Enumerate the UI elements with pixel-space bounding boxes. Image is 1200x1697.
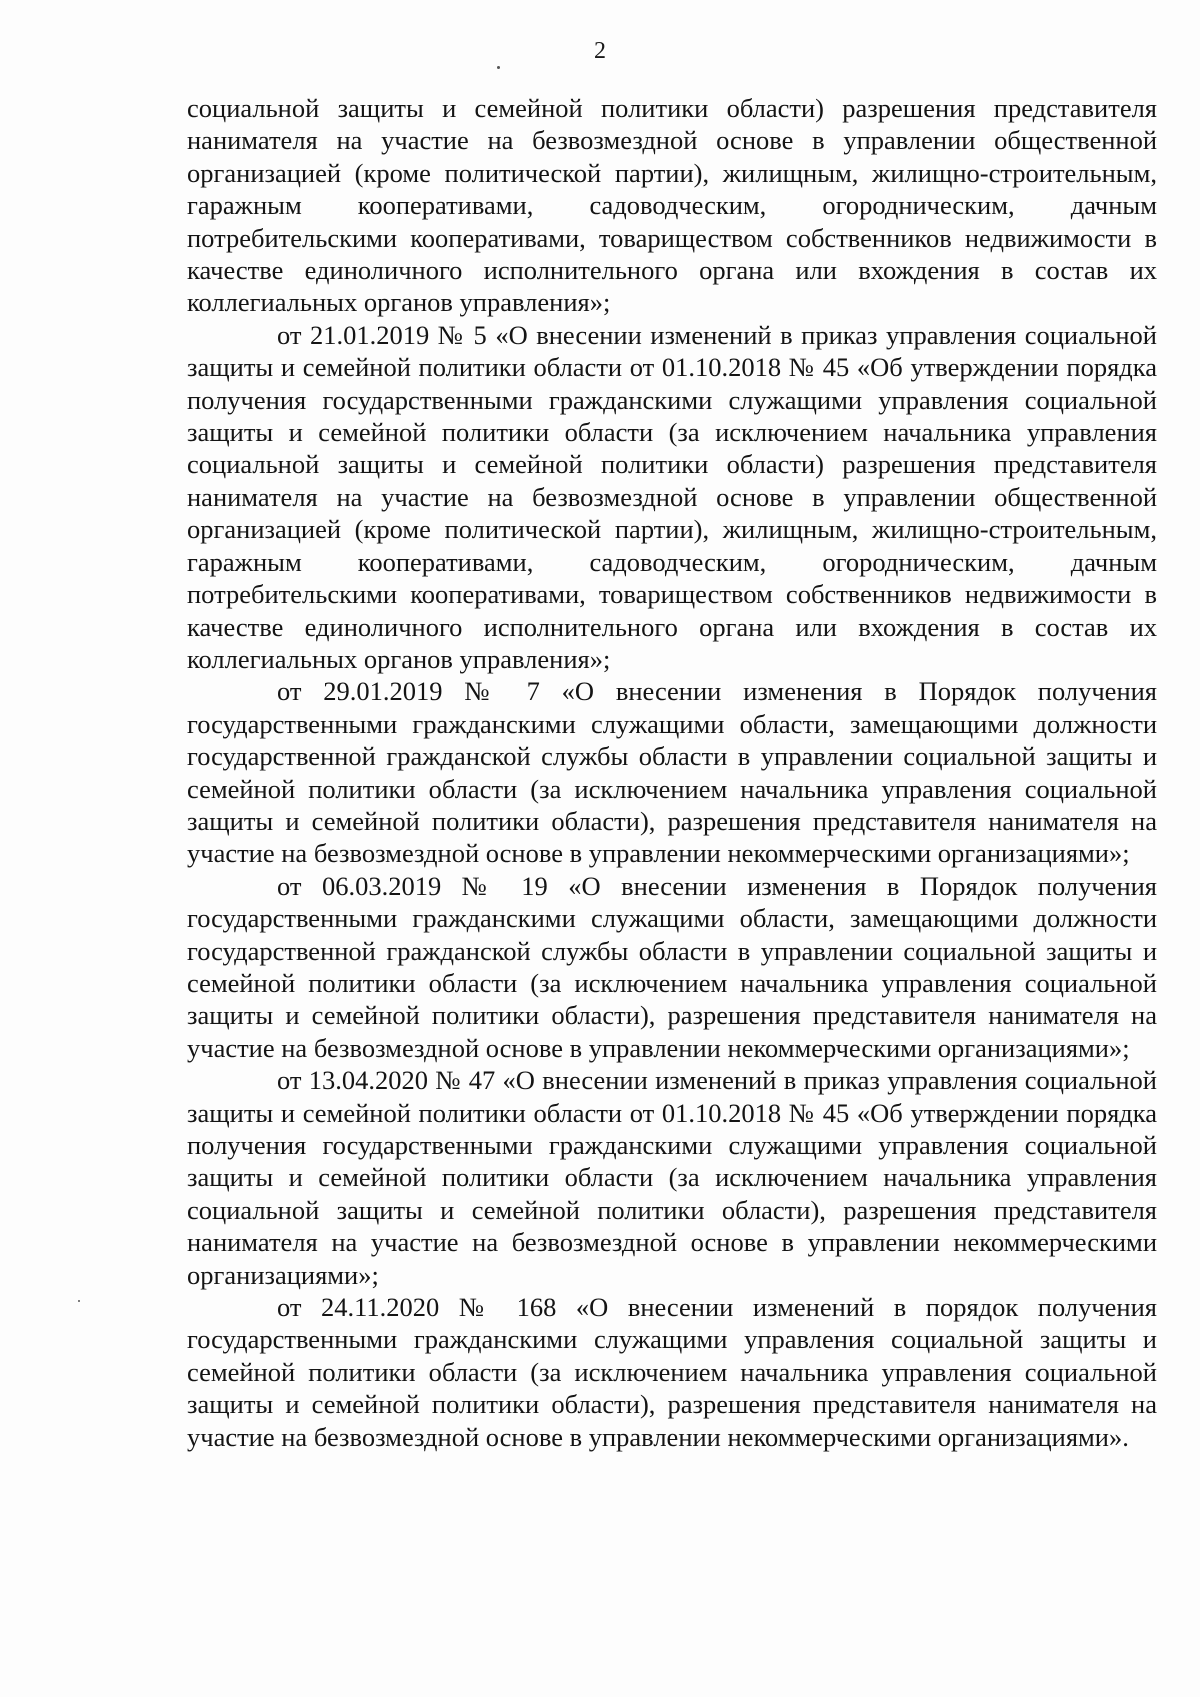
paragraph-order-2020-11-24: от 24.11.2020 № 168 «О внесении изменений в порядок получения государственными гражданскими служащими управления социальной защиты и семейной политики области (за исключением начальника управления социальной защиты и семейной политики области), разрешения представителя нанимателя на участие на безвозмездной основе в управлении некоммерческими организациями». bbox=[187, 1292, 1157, 1452]
paragraph-order-2019-01-29: от 29.01.2019 № 7 «О внесении изменения в Порядок получения государственными гражданскими служащими области, замещающими должности государственной гражданской службы области в управлении социальной защиты и семейной политики области (за исключением начальника управления социальной защиты и семейной политики области), разрешения представителя нанимателя на участие на безвозмездной основе в управлении некоммерческими организациями»; bbox=[187, 676, 1157, 869]
scan-speck bbox=[78, 1300, 80, 1302]
paragraph-order-2019-03-06: от 06.03.2019 № 19 «О внесении изменения в Порядок получения государственными гражданскими служащими области, замещающими должности государственной гражданской службы области в управлении социальной защиты и семейной политики области (за исключением начальника управления социальной защиты и семейной политики области), разрешения представителя нанимателя на участие на безвозмездной основе в управлении некоммерческими организациями»; bbox=[187, 870, 1157, 1063]
paragraph-order-2020-04-13: от 13.04.2020 № 47 «О внесении изменений в приказ управления социальной защиты и семейной политики области от 01.10.2018 № 45 «Об утверждении порядка получения государственными гражданскими служащими управления социальной защиты и семейной политики области (за исключением начальника управления социальной защиты и семейной политики области), разрешения представителя нанимателя на участие на безвозмездной основе в управлении некоммерческими организациями»; bbox=[187, 1065, 1157, 1290]
paragraph-continuation: социальной защиты и семейной политики области) разрешения представителя нанимателя на участие на безвозмездной основе в управлении общественной организацией (кроме политической партии), жилищным, жилищно-строительным, гаражным кооперативами, садоводческим, огородническим, дачным потребительскими кооперативами, товариществом собственников недвижимости в качестве единоличного исполнительного органа или вхождения в состав их коллегиальных органов управления»; bbox=[187, 93, 1157, 318]
page-number: 2 bbox=[594, 38, 606, 64]
paragraph-order-2019-01-21: от 21.01.2019 № 5 «О внесении изменений в приказ управления социальной защиты и семейной политики области от 01.10.2018 № 45 «Об утверждении порядка получения государственными гражданскими служащими управления социальной защиты и семейной политики области (за исключением начальника управления социальной защиты и семейной политики области) разрешения представителя нанимателя на участие на безвозмездной основе в управлении общественной организацией (кроме политической партии), жилищным, жилищно-строительным, гаражным кооперативами, садоводческим, огородническим, дачным потребительскими кооперативами, товариществом собственников недвижимости в качестве единоличного исполнительного органа или вхождения в состав их коллегиальных органов управления»; bbox=[187, 319, 1157, 674]
scan-speck bbox=[497, 66, 500, 69]
document-body bbox=[187, 92, 1157, 1453]
